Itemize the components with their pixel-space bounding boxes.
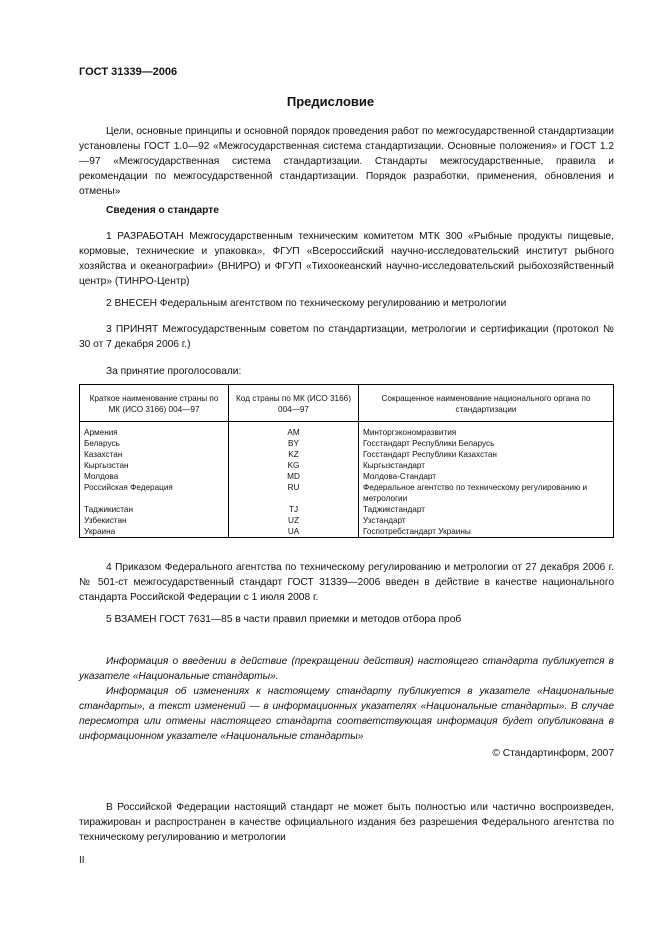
table-row <box>80 526 614 538</box>
col-header-body: Сокращенное наименование национального органа по стандартизации <box>359 385 614 422</box>
item-1 <box>79 229 614 289</box>
table-header-row <box>80 385 614 422</box>
country-cell: Украина <box>80 526 229 538</box>
table-row <box>80 438 614 449</box>
voting-table <box>79 384 614 538</box>
body-cell: Молдова-Стандарт <box>359 471 614 482</box>
code-cell: KZ <box>229 449 359 460</box>
col-header-code: Код страны по МК (ИСО 3166) 004—97 <box>229 385 359 422</box>
item-3-text: 3 ПРИНЯТ Межгосударственным советом по стандартизации, метрологии и сертификации (протокол № 30 от 7 декабря 2006 г.) <box>79 324 614 350</box>
copyright-line <box>79 746 614 761</box>
rights-paragraph <box>79 800 614 845</box>
code-cell: KG <box>229 460 359 471</box>
body-cell: Кыргызстандарт <box>359 460 614 471</box>
code-cell: TJ <box>229 504 359 515</box>
country-cell: Молдова <box>80 471 229 482</box>
table-row <box>80 422 614 439</box>
table-row <box>80 504 614 515</box>
body-cell: Узстандарт <box>359 515 614 526</box>
table-row <box>80 449 614 460</box>
country-cell: Российская Федерация <box>80 482 229 504</box>
code-cell: BY <box>229 438 359 449</box>
code-cell: RU <box>229 482 359 504</box>
vote-intro <box>79 364 614 379</box>
intro-text: Цели, основные принципы и основной порядок проведения работ по межгосударственной стандартизации установлены ГОСТ 1.0—92 «Межгосударственная система стандартизации. Основные положения» и ГОСТ 1.2—97 «Межгосударственная система стандартизации. Стандарты межгосударственные, правила и рекомендации по межгосударственной стандартизации. Порядок разработки, применения, обновления и отмены» <box>79 126 614 197</box>
country-cell: Казахстан <box>80 449 229 460</box>
item-4 <box>79 560 614 605</box>
item-4-text: 4 Приказом Федерального агентства по техническому регулированию и метрологии от 27 декабря 2006 г. № 501-ст межгосударственный стандарт ГОСТ 31339—2006 введен в действие в качестве национального стандарта Российской Федерации с 1 июля 2008 г. <box>79 562 614 603</box>
page-title: Предисловие <box>286 94 375 109</box>
body-cell: Госстандарт Республики Беларусь <box>359 438 614 449</box>
country-cell: Армения <box>80 422 229 439</box>
item-3 <box>79 322 614 352</box>
country-cell: Таджикистан <box>80 504 229 515</box>
page-number: II <box>79 855 85 866</box>
country-cell: Кыргызстан <box>80 460 229 471</box>
document-id: ГОСТ 31339—2006 <box>79 66 178 78</box>
copyright-text: © Стандартинформ, 2007 <box>492 748 614 759</box>
code-cell: UA <box>229 526 359 538</box>
vote-intro-text: За принятие проголосовали: <box>106 366 242 377</box>
body-cell: Таджикстандарт <box>359 504 614 515</box>
item-1-text: 1 РАЗРАБОТАН Межгосударственным техническим комитетом МТК 300 «Рыбные продукты пищевые, кормовые, технические и упаковка», ФГУП «Всероссийский научно-исследовательский институт рыбного хозяйства и океанографии» (ВНИРО) и ФГУП «Тихоокеанский научно-исследовательский рыбохозяйственный центр» (ТИНРО-Центр) <box>79 231 614 287</box>
body-cell: Федеральное агентство по техническому регулированию и метрологии <box>359 482 614 504</box>
item-5-text: 5 ВЗАМЕН ГОСТ 7631—85 в части правил приемки и методов отбора проб <box>106 614 462 625</box>
code-cell: AM <box>229 422 359 439</box>
table-row <box>80 460 614 471</box>
notice-2: Информация об изменениях к настоящему стандарту публикуется в указателе «Национальные стандарты», а текст изменений — в информационных указателях «Национальные стандарты». В случае пересмотра или отмены настоящего стандарта соответствующая информация будет опубликована в информационном указателе «Национальные стандарты» <box>79 686 614 742</box>
country-cell: Беларусь <box>80 438 229 449</box>
info-heading: Сведения о стандарте <box>106 205 219 216</box>
table-row <box>80 482 614 504</box>
rights-text: В Российской Федерации настоящий стандарт не может быть полностью или частично воспроизведен, тиражирован и распространен в качестве официального издания без разрешения Федерального агентства по техническому регулированию и метрологии <box>79 802 614 843</box>
body-cell: Минторгэкономразвития <box>359 422 614 439</box>
intro-paragraph <box>79 124 614 199</box>
table-row <box>80 471 614 482</box>
notices <box>79 654 614 744</box>
code-cell: MD <box>229 471 359 482</box>
code-cell: UZ <box>229 515 359 526</box>
col-header-country: Краткое наименование страны по МК (ИСО 3166) 004—97 <box>80 385 229 422</box>
body-cell: Госпотребстандарт Украины <box>359 526 614 538</box>
table-row <box>80 515 614 526</box>
body-cell: Госстандарт Республики Казахстан <box>359 449 614 460</box>
item-2 <box>79 296 614 311</box>
item-2-text: 2 ВНЕСЕН Федеральным агентством по техническому регулированию и метрологии <box>106 298 507 309</box>
notice-1: Информация о введении в действие (прекращении действия) настоящего стандарта публикуется в указателе «Национальные стандарты». <box>79 656 614 682</box>
item-5 <box>79 612 614 627</box>
country-cell: Узбекистан <box>80 515 229 526</box>
